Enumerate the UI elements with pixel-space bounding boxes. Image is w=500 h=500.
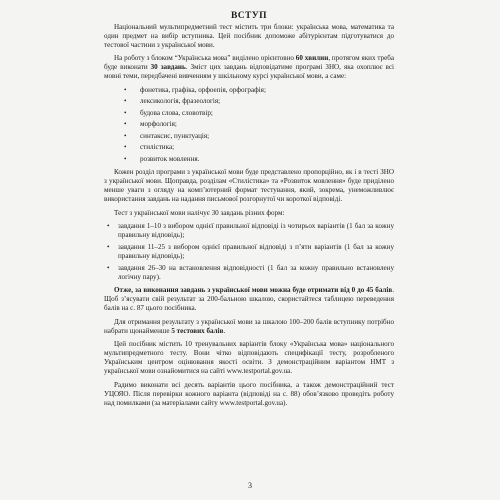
intro-paragraph: Національний мультипредметний тест містить три блоки: українська мова, математика та один предмет на вибір вступника. Цей посібник допоможе абітурієнтам підготуватися до тестової частини з української мови. [104, 23, 394, 49]
page-content [104, 12, 394, 412]
score-paragraph [104, 286, 394, 313]
page-number: 3 [248, 481, 252, 490]
sections-paragraph: Кожен розділ програми з української мови буде представлено пропорційно, як і в тесті ЗНО з української мови. Щоправда, розділам «Стилістика» та «Розвиток мовлення» буде приділено менше уваги з огляду на комп’ютерний формат тестування, який, зокрема, унеможливлює використання завдань на надання письмової розгорнутої чи короткої відповіді. [104, 168, 394, 204]
list-item: • фонетика, графіка, орфоепія, орфографія; [104, 86, 394, 95]
list-item: • морфологія; [104, 120, 394, 129]
list-item: • лексикологія, фразеологія; [104, 97, 394, 106]
time-text-2: , протягом яких треба буде виконати [104, 54, 394, 72]
threshold-text-2: . [223, 326, 226, 335]
task-forms-list [104, 222, 394, 282]
score-text: . Щоб з’ясувати свій результат за 200-бальною шкалою, скористайтеся таблицею переведення балів на с. 87 цього посібника. [104, 286, 394, 313]
list-item: • завдання 26–30 на встановлення відповідності (1 бал за кожну правильно встановлену логічну пару). [104, 264, 394, 282]
list-item: • синтаксис, пунктуація; [104, 132, 394, 141]
task-count: 30 завдань [150, 63, 186, 72]
tasks-intro-paragraph: Тест з української мови налічує 30 завдань різних форм: [114, 208, 285, 217]
time-paragraph [104, 54, 394, 81]
advice-paragraph: Радимо виконати всі десять варіантів цього посібника, а також демонстраційний тест УЦОЯО. Після перевірки кожного варіанта (відповіді на с. 88) обов’язково проведіть роботу над помилками (за матеріалами сайту www.testportal.gov.ua). [104, 380, 394, 407]
score-range: Отже, за виконання завдань з української мови можна буде отримати від 0 до 45 балів [114, 286, 393, 295]
time-text-3: . Зміст цих завдань відповідатиме програмі ЗНО, яка охоплює всі мовні теми, передбачені вивченням у шкільному курсі української мови, а саме: [104, 63, 394, 81]
time-minutes: 60 хвилин [295, 54, 329, 63]
threshold-paragraph [104, 318, 394, 336]
topics-list [104, 86, 394, 164]
page-title: ВСТУП [231, 11, 267, 21]
threshold-points: 5 тестових балів [171, 326, 224, 335]
time-text-1: На роботу з блоком “Українська мова” виділено орієнтовно [114, 54, 296, 63]
list-item: • розвиток мовлення. [104, 155, 394, 164]
list-item: • завдання 11–25 з вибором однієї правильної відповіді з п’яти варіантів (1 бал за кожну правильну відповідь); [104, 243, 394, 261]
list-item: • стилістика; [104, 143, 394, 152]
list-item: • будова слова, словотвір; [104, 109, 394, 118]
threshold-text-1: Для отримання результату з української мови за шкалою 100–200 балів вступнику потрібно набрати щонайменше [104, 317, 394, 335]
list-item: • завдання 1–10 з вибором однієї правильної відповіді із чотирьох варіантів (1 бал за кожну правильну відповідь); [104, 222, 394, 240]
manual-paragraph: Цей посібник містить 10 тренувальних варіантів блоку «Українська мова» національного мультипредметного тесту. Вони чітко відповідають специфікації тесту, розробленого Українським центром оцінювання якості освіти. З демонстраційним варіантом НМТ з української мови ознайомитися на сайті www.testportal.gov.ua. [104, 340, 394, 376]
